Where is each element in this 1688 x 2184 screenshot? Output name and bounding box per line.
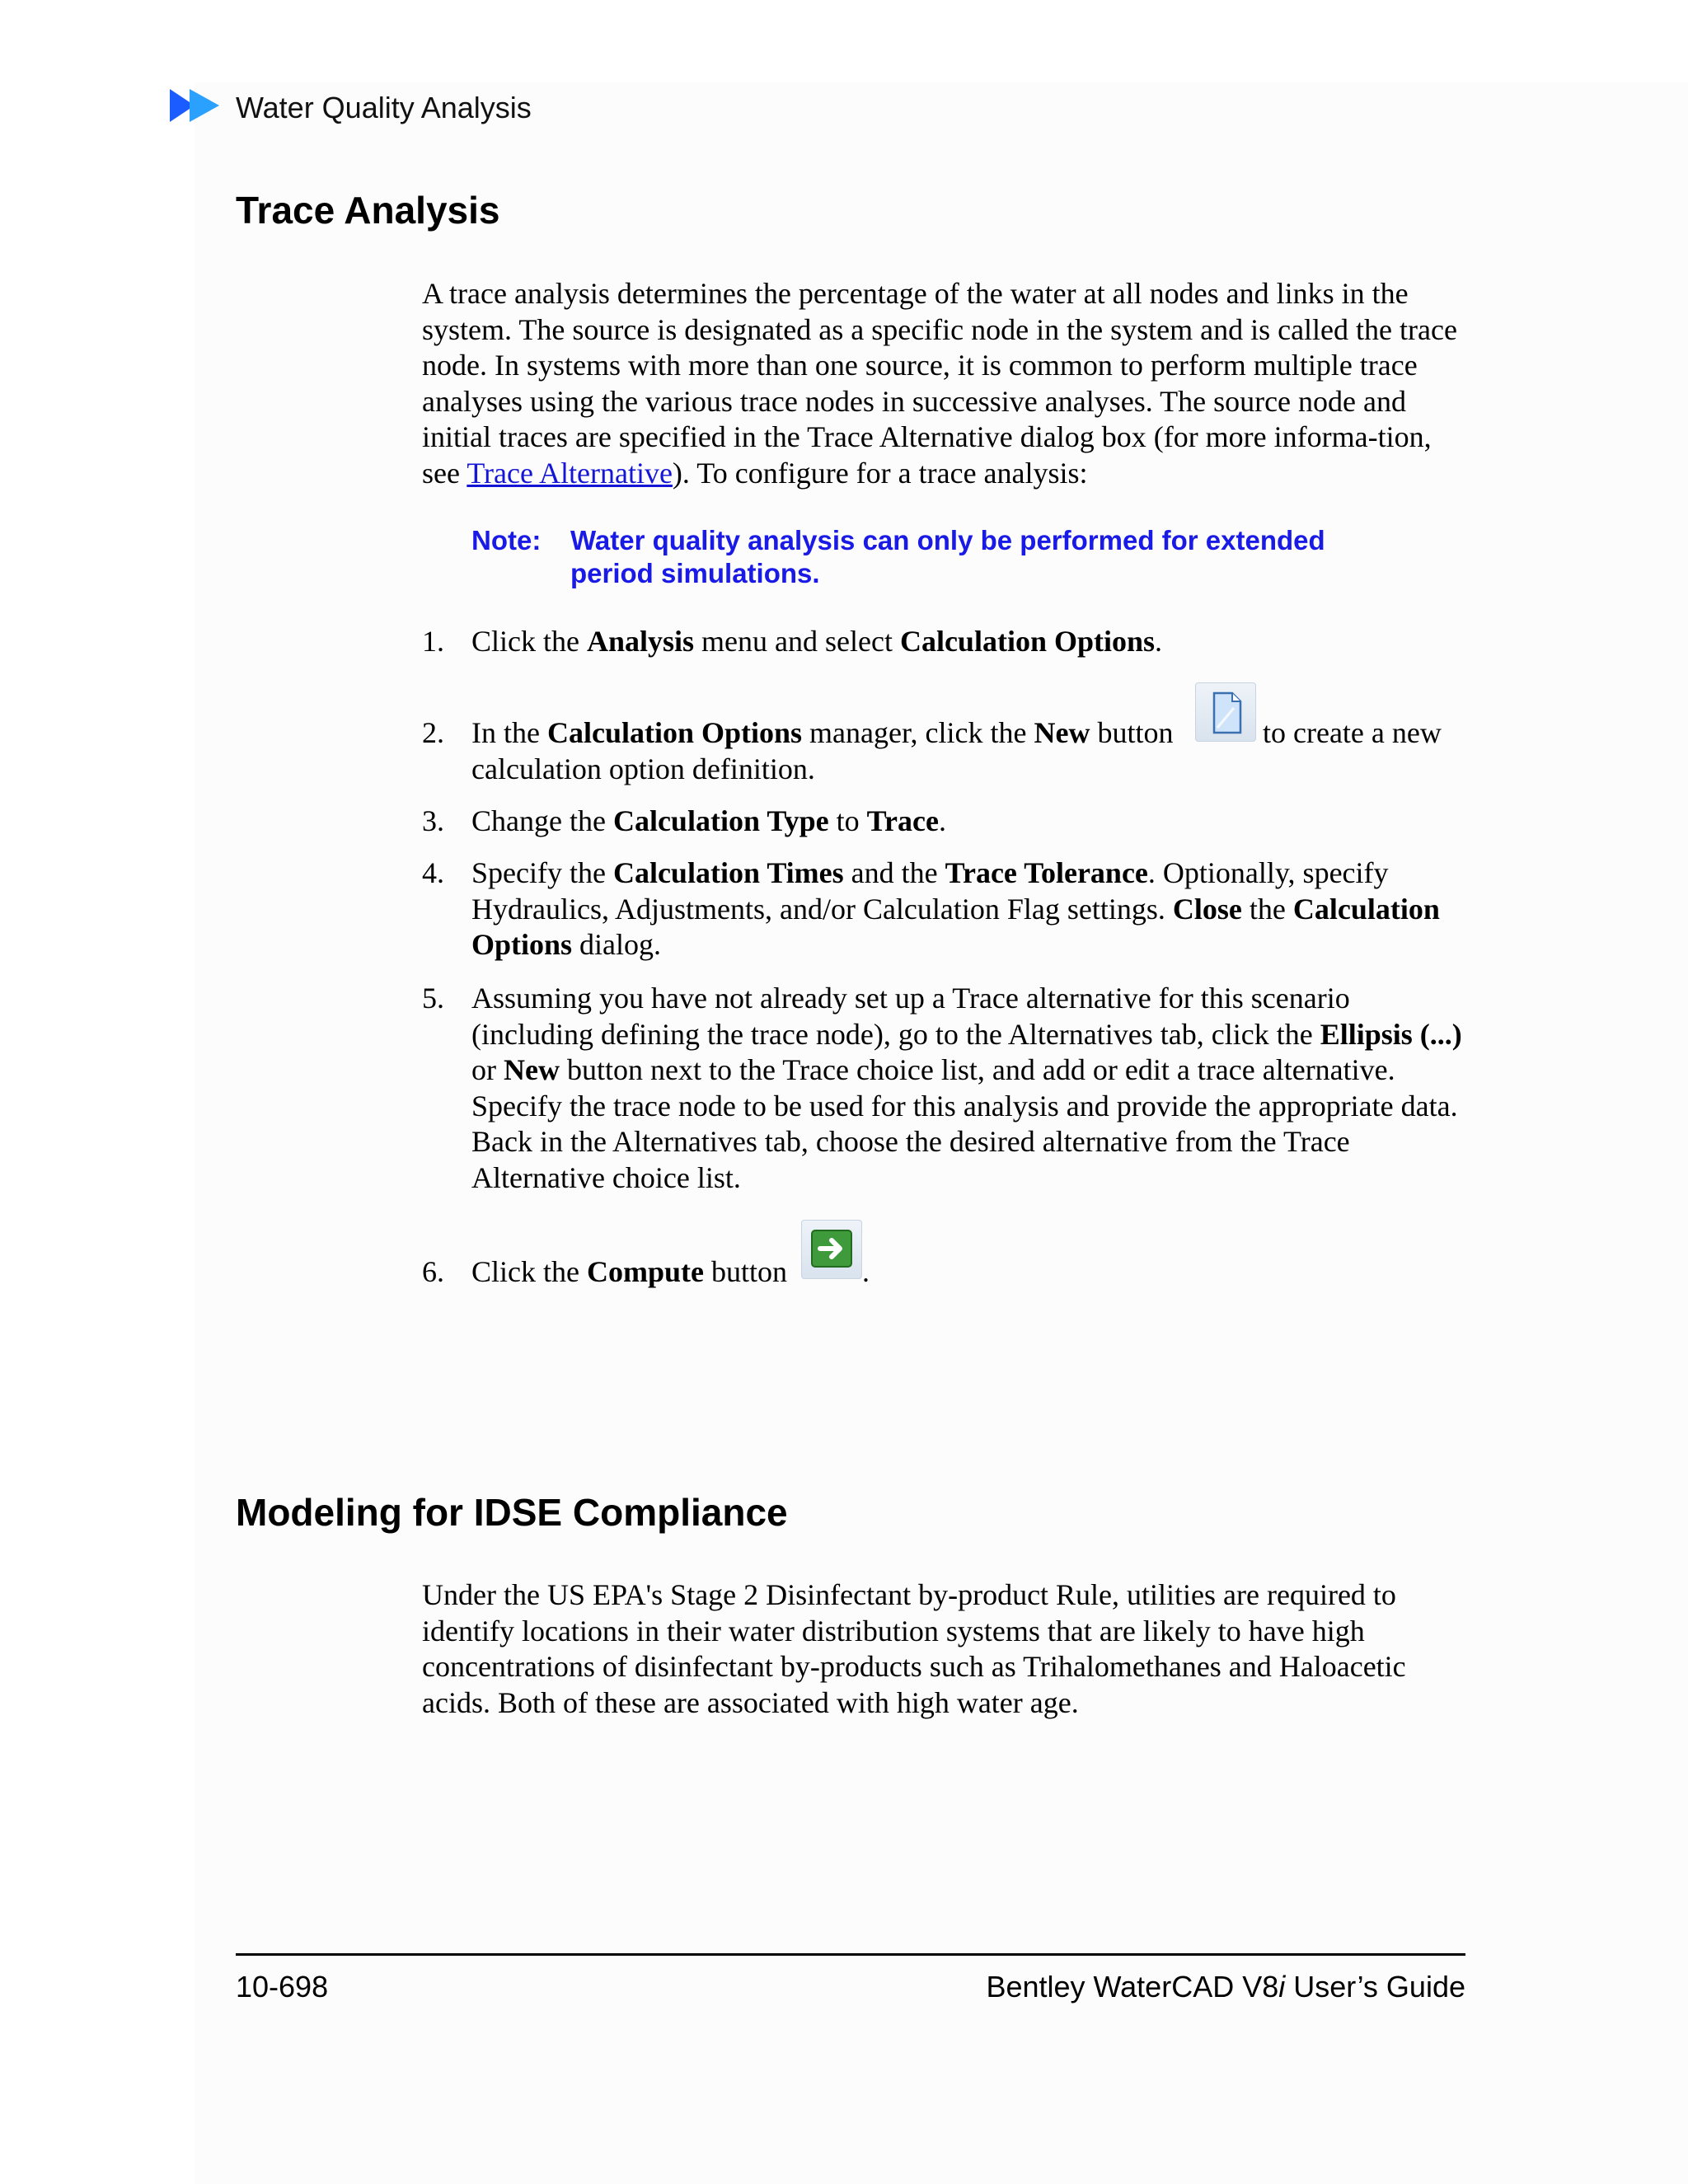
step-text-run: or: [471, 1053, 504, 1086]
step-text-run: calculation option definition.: [471, 752, 815, 785]
trace-label: Trace: [866, 804, 939, 837]
step-number: 4.: [422, 856, 444, 889]
step-text-run: and the: [843, 856, 945, 889]
step-number: 6.: [422, 1255, 444, 1288]
trace-tolerance-label: Trace Tolerance: [945, 856, 1148, 889]
calculation-options-label: Calculation Options: [546, 716, 803, 749]
guide-title-text: Bentley WaterCAD V8: [986, 1970, 1279, 2004]
page-number: 10-698: [236, 1970, 329, 2004]
close-label: Close: [1172, 892, 1242, 926]
new-label: New: [504, 1053, 560, 1086]
trace-intro-tail: ). To configure for a trace analysis:: [672, 456, 1088, 490]
guide-title: [986, 1970, 1465, 2004]
calculation-times-label: Calculation Times: [612, 856, 844, 889]
step-text-run: .: [938, 804, 946, 837]
step-text-run: .: [862, 1255, 870, 1288]
step-text-run: . Optionally, specify Hydraulics, Adjustments, and/or Calculation Flag settings.: [471, 856, 1389, 926]
step-number: 5.: [422, 982, 444, 1015]
step-text-run: button: [703, 1255, 787, 1288]
step-text-run: the: [1241, 892, 1293, 926]
step-text: [471, 624, 1470, 660]
ellipsis-label: Ellipsis (...): [1320, 1017, 1462, 1051]
guide-title-text: User’s Guide: [1285, 1970, 1465, 2004]
step-text-run: button: [1090, 716, 1174, 749]
idse-paragraph: Under the US EPA's Stage 2 Disinfectant by-product Rule, utilities are required to identify locations in their water distribution systems that are likely to have high concentrations of disinfectant by-products such as Trihalomethanes and Haloacetic acids. Both of these are associated with high water age.: [422, 1578, 1406, 1719]
step-text-run: to: [828, 804, 867, 837]
footer-divider: [236, 1953, 1465, 1956]
guide-title-italic: i: [1278, 1970, 1286, 2004]
new-label: New: [1034, 716, 1090, 749]
compute-arrow-icon: [801, 1220, 862, 1279]
step-text-run: .: [1155, 625, 1163, 658]
step-text-run: Assuming you have not already set up a Trace alternative for this scenario (including defining the trace node), go to the Alternatives tab, click the: [471, 982, 1350, 1051]
step-text-run: Click the: [471, 625, 587, 658]
step-text-run: dialog.: [572, 928, 662, 961]
step-text-run: Change the: [471, 804, 613, 837]
trace-intro-text: A trace analysis determines the percentage of the water at all nodes and links in the system. The source is designated as a specific node in the system and is called the trace node. In systems with more than one source, it is common to perform multiple trace analyses using the various trace nodes in successive analyses. The source node and initial traces are specified in the Trace Alternative dialog box (for more informa-tion, see: [422, 277, 1457, 490]
double-chevron-right-icon: [170, 87, 223, 124]
step-text: [471, 981, 1470, 1196]
calculation-options-label: Calculation Options: [471, 892, 1440, 961]
step-number: 1.: [422, 625, 444, 658]
step-number: 2.: [422, 716, 444, 749]
step-text-run: button next to the Trace choice list, and add or edit a trace alternative. Specify the trace node to be used for this analysis and provide the appropriate data. Back in the Alternatives tab, choose the desired alternative from the Trace Alternative choice list.: [471, 1053, 1458, 1194]
new-document-icon: [1195, 682, 1256, 742]
step-text-run: to create a new: [1263, 716, 1442, 749]
analysis-menu-label: Analysis: [586, 625, 695, 658]
step-text: [471, 804, 1470, 840]
note-label: Note:: [471, 525, 542, 555]
compute-label: Compute: [586, 1255, 704, 1288]
calculation-type-label: Calculation Type: [612, 804, 829, 837]
step-text: [471, 855, 1470, 963]
step-text-run: In the: [471, 716, 547, 749]
step-text-run: Click the: [471, 1255, 587, 1288]
step-number: 3.: [422, 804, 444, 837]
section-heading-trace-analysis: Trace Analysis: [236, 189, 500, 232]
step-text-run: menu and select: [694, 625, 900, 658]
trace-intro-paragraph: [422, 276, 1461, 491]
note-text: Water quality analysis can only be performed for extended period simulations.: [570, 525, 1325, 588]
section-heading-idse-compliance: Modeling for IDSE Compliance: [236, 1491, 788, 1534]
step-text-run: manager, click the: [802, 716, 1034, 749]
trace-alternative-link[interactable]: Trace Alternative: [467, 456, 673, 490]
chapter-title: Water Quality Analysis: [236, 91, 532, 124]
step-text: [471, 1254, 1470, 1291]
calculation-options-label: Calculation Options: [899, 625, 1156, 658]
step-text-run: Specify the: [471, 856, 613, 889]
